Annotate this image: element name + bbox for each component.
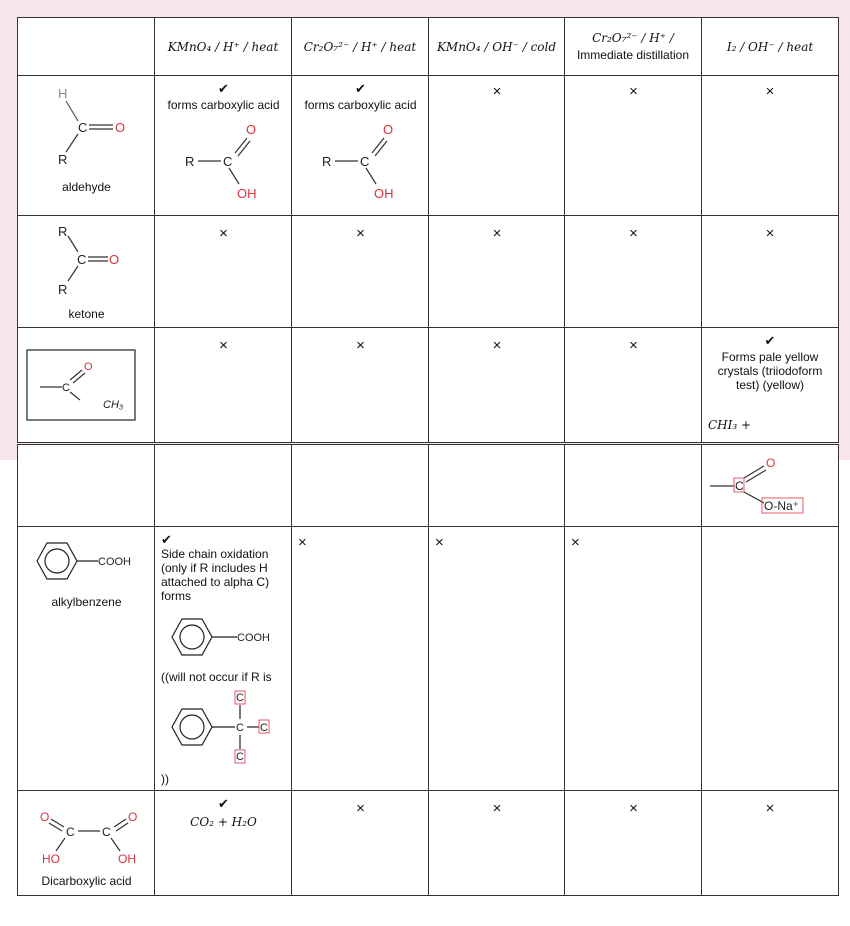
methyl-ketone-distillation-cell [565, 328, 702, 442]
alkylbenzene-distillation-cell [565, 527, 702, 791]
row-ketone-structure-cell [18, 216, 155, 328]
svg-text:C: C [102, 825, 111, 839]
aldehyde-kmno4-result: forms carboxylic acid [167, 98, 280, 112]
svg-text:O: O [246, 122, 257, 137]
ketone-kmno4-base-cell [429, 216, 565, 328]
row-alkylbenzene-structure-cell [18, 527, 155, 791]
svg-text:R: R [58, 282, 68, 297]
continuation-row-empty-cell [18, 445, 155, 527]
iodoform-test-result: Forms pale yellow crystals (triiodoform test) (yellow) [717, 350, 823, 392]
aldehyde-r-atom: R [58, 152, 68, 167]
oxidation-table-part-1 [17, 17, 839, 443]
oxidation-table-part-2 [17, 444, 839, 896]
ketone-distillation-no-mark: × [629, 225, 638, 242]
row-aldehyde-structure-cell [18, 76, 155, 216]
methyl-ketone-dichromate-cell [292, 328, 429, 442]
dicarboxylic-dichromate-cell [292, 791, 429, 895]
svg-text:CH₃: CH₃ [103, 399, 124, 411]
dicarboxylic-dichromate-no-mark: × [356, 800, 365, 817]
side-chain-oxidation-line-3: attached to alpha C) [161, 575, 270, 589]
methyl-ketone-kmno4-base-cell [429, 328, 565, 442]
alkylbenzene-kmno4-base-cell [429, 527, 565, 791]
aldehyde-structure [18, 76, 155, 216]
header-corner [18, 18, 155, 76]
dicarboxylic-kmno4-base-cell [429, 791, 565, 895]
methyl-ketone-kmno4-acid-cell [155, 328, 292, 442]
dicarboxylic-iodine-no-mark: × [765, 800, 775, 817]
continuation-row-empty-cell [565, 445, 702, 527]
ketone-kmno4-base-no-mark: × [492, 225, 502, 242]
methyl-ketone-kmno4-no-mark: × [219, 337, 228, 354]
alkylbenzene-kmno4-base-no-mark: × [435, 534, 444, 551]
side-chain-oxidation-line-2: (only if R includes H [161, 561, 268, 575]
continuation-row-empty-cell [155, 445, 292, 527]
svg-text:C: C [360, 154, 370, 169]
alkylbenzene-distillation-no-mark: × [571, 534, 580, 551]
svg-text:O: O [109, 252, 120, 267]
aldehyde-dichromate-result: forms carboxylic acid [304, 98, 417, 112]
alkylbenzene-kmno4-acid-cell [155, 527, 292, 791]
svg-text:C: C [735, 479, 744, 493]
svg-text:O: O [40, 810, 50, 824]
alkylbenzene-dichromate-no-mark: × [298, 534, 307, 551]
svg-text:R: R [322, 154, 332, 169]
ketone-kmno4-acid-cell [155, 216, 292, 328]
ketone-dichromate-no-mark: × [356, 225, 365, 242]
svg-text:O: O [766, 456, 776, 470]
ketone-dichromate-cell [292, 216, 429, 328]
carboxylate-salt-cell [702, 445, 838, 527]
svg-text:OH: OH [237, 186, 257, 201]
aldehyde-c-atom: C [78, 120, 88, 135]
svg-text:C: C [62, 382, 70, 394]
aldehyde-o-atom: O [115, 120, 126, 135]
svg-text:C: C [236, 751, 244, 763]
svg-text:O-Na⁺: O-Na⁺ [764, 499, 800, 513]
svg-text:HO: HO [42, 852, 60, 866]
dicarboxylic-kmno4-base-no-mark: × [492, 800, 502, 817]
col-header-dichromate-acid-heat: Cr₂O₇²⁻ / H⁺ / heat [292, 18, 429, 76]
side-chain-oxidation-line-1: Side chain oxidation [161, 547, 269, 561]
exception-note-close: )) [161, 772, 169, 786]
aldehyde-kmno4-base-cell [429, 76, 565, 216]
exception-note-open: ((will not occur if R is [161, 670, 272, 684]
methyl-ketone-structure [18, 328, 155, 442]
col-header-kmno4-base-cold: KMnO₄ / OH⁻ / cold [429, 18, 565, 76]
alkylbenzene-label: alkylbenzene [51, 595, 122, 609]
col-header-kmno4-acid-heat: KMnO₄ / H⁺ / heat [155, 18, 292, 76]
svg-text:OH: OH [374, 186, 394, 201]
aldehyde-dichromate-acid-cell [292, 76, 429, 216]
aldehyde-distillation-no-mark: × [629, 83, 638, 100]
continuation-row-empty-cell [429, 445, 565, 527]
ketone-label: ketone [68, 307, 105, 321]
svg-text:C: C [236, 692, 244, 704]
continuation-row-empty-cell [292, 445, 429, 527]
aldehyde-kmno4-acid-cell [155, 76, 292, 216]
side-chain-oxidation-line-4: forms [161, 589, 191, 603]
carboxylic-acid-product-structure [292, 116, 429, 216]
carboxylic-acid-product-structure [155, 116, 292, 216]
col-header-iodine-base-heat: I₂ / OH⁻ / heat [702, 18, 838, 76]
row-methyl-ketone-structure-cell [18, 328, 155, 442]
tert-alkylbenzene-structure [155, 687, 292, 772]
dicarboxylic-acid-label: Dicarboxylic acid [41, 874, 132, 888]
iodoform-product-formula: CHI₃ + [708, 418, 752, 432]
aldehyde-h-atom: H [58, 86, 68, 101]
row-dicarboxylic-structure-cell [18, 791, 155, 895]
col-header-distillation-note: Immediate distillation [576, 48, 690, 62]
aldehyde-kmno4-yes-mark: ✔ [218, 81, 229, 96]
dicarboxylic-distillation-cell [565, 791, 702, 895]
svg-text:O: O [128, 810, 138, 824]
methyl-ketone-iodine-yes-mark: ✔ [764, 333, 776, 348]
ketone-iodine-cell [702, 216, 838, 328]
svg-text:COOH: COOH [98, 556, 131, 568]
dicarboxylic-kmno4-acid-cell [155, 791, 292, 895]
ketone-distillation-cell [565, 216, 702, 328]
ketone-iodine-no-mark: × [765, 225, 775, 242]
aldehyde-kmno4-base-no-mark: × [492, 83, 502, 100]
svg-text:C: C [223, 154, 233, 169]
dicarboxylic-oxidation-products: CO₂ + H₂O [190, 815, 257, 829]
svg-text:COOH: COOH [237, 632, 270, 644]
svg-text:R: R [58, 224, 68, 239]
benzoic-acid-structure [155, 607, 292, 667]
col-header-dichromate-distillation: Cr₂O₇²⁻ / H⁺ / Immediate distillation [565, 18, 702, 76]
aldehyde-label: aldehyde [62, 180, 111, 194]
svg-text:C: C [66, 825, 75, 839]
methyl-ketone-dichromate-no-mark: × [356, 337, 365, 354]
aldehyde-iodine-no-mark: × [765, 83, 775, 100]
svg-text:R: R [185, 154, 195, 169]
alkylbenzene-dichromate-cell [292, 527, 429, 791]
dicarboxylic-kmno4-yes-mark: ✔ [218, 796, 229, 811]
aldehyde-distillation-cell [565, 76, 702, 216]
svg-text:O: O [383, 122, 394, 137]
svg-text:C: C [260, 722, 268, 734]
svg-text:C: C [236, 722, 244, 734]
methyl-ketone-iodine-cell [702, 328, 838, 442]
ketone-kmno4-no-mark: × [219, 225, 228, 242]
carboxylate-salt-structure [702, 445, 838, 527]
methyl-ketone-distillation-no-mark: × [629, 337, 638, 354]
alkylbenzene-iodine-cell [702, 527, 838, 791]
alkylbenzene-kmno4-yes-mark: ✔ [161, 532, 172, 547]
aldehyde-iodine-cell [702, 76, 838, 216]
dicarboxylic-acid-structure [18, 791, 155, 871]
dicarboxylic-iodine-cell [702, 791, 838, 895]
methyl-ketone-kmno4-base-no-mark: × [492, 337, 502, 354]
svg-text:C: C [77, 252, 87, 267]
svg-text:OH: OH [118, 852, 136, 866]
aldehyde-dichromate-yes-mark: ✔ [355, 81, 366, 96]
svg-text:O: O [84, 361, 93, 373]
dicarboxylic-distillation-no-mark: × [629, 800, 638, 817]
